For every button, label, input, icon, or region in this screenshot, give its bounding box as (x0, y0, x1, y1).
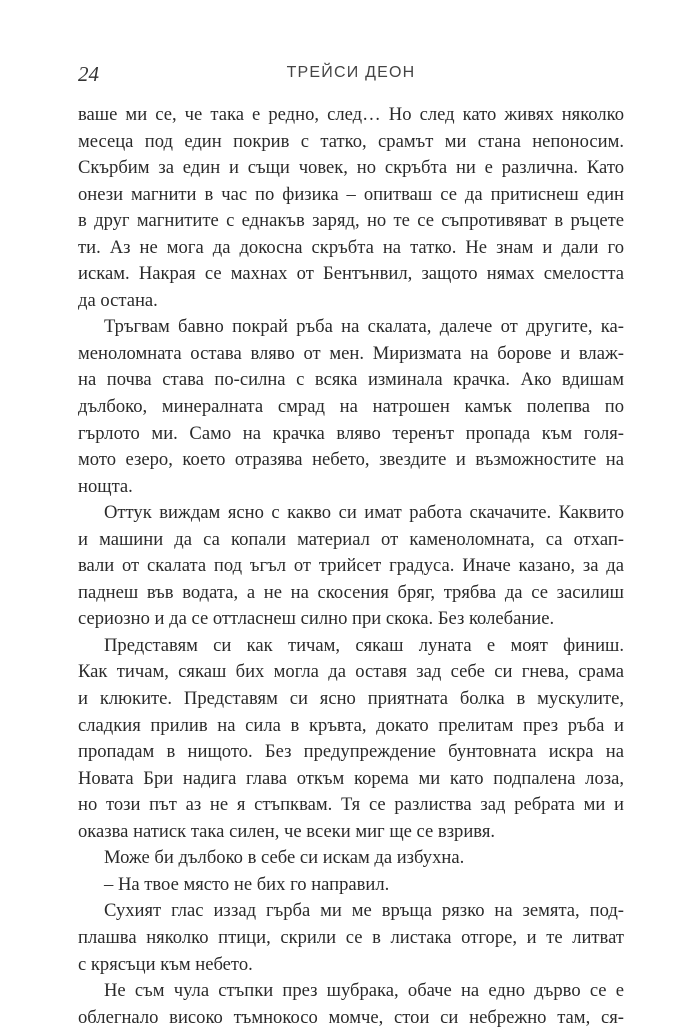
text-line: Оттук виждам ясно с какво си имат работа скачачите. Каквито (104, 502, 624, 524)
text-line: и клюките. Представям си ясно приятната болка в мускулите, (78, 688, 624, 710)
page-number: 24 (78, 62, 99, 86)
text-line: оказва натиск така силен, че всеки миг ще се взривя. (78, 820, 496, 842)
text-line: – На твое място не бих го направил. (104, 873, 390, 895)
text-line: Представям си как тичам, сякаш луната е моят финиш. (104, 634, 624, 656)
text-line: месеца под един покрив с татко, срамът ми стана непоносим. (78, 130, 624, 152)
text-line: сладкия прилив на сила в кръвта, докато прелитам през ръба и (78, 714, 624, 736)
text-line: с крясъци към небето. (78, 953, 253, 975)
text-line: на почва става по-силна с всяка изминала крачка. Ако вдишам (78, 369, 624, 391)
text-line: и машини да са копали материал от каменoломната, са отхап- (78, 528, 624, 550)
text-line: Сухият глас иззад гърба ми ме връща рязко на земята, под- (104, 900, 624, 922)
text-line: вали от скалата под ъгъл от трийсет градуса. Иначе казано, за да (78, 555, 624, 577)
running-title: ТРЕЙСИ ДЕОН (286, 64, 416, 81)
text-line: менoломната остава вляво от мен. Миризмата на борове и влаж- (78, 342, 624, 364)
text-line: сериозно и да се оттласнеш силно при скока. Без колебание. (78, 608, 555, 630)
text-line: ваше ми се, че така е редно, след… Но след като живях няколко (78, 104, 624, 125)
text-line: ти. Аз не мога да докосна скръбта на татко. Не знам и дали го (78, 236, 624, 258)
text-line: облегнало високо тъмнокосо момче, стои си небрежно там, ся- (78, 1006, 624, 1028)
text-line: дълбоко, минералната смрад на натрошен камък полепва по (78, 396, 624, 418)
running-head (78, 62, 624, 90)
text-line: мото езеро, което отразява небето, звездите и възможностите на (78, 449, 624, 471)
text-line: плашва няколко птици, скрили се в листака отгоре, и те литват (78, 926, 624, 948)
text-line: Скърбим за един и същи човек, но скръбта ни е различна. Като (78, 157, 624, 179)
text-line: Не съм чула стъпки през шубрака, обаче на едно дърво се е (104, 980, 624, 1002)
text-line: искам. Накрая се махнах от Бентънвил, защото нямах смелостта (78, 263, 624, 285)
text-line: паднеш във водата, а не на скосения бряг, трябва да се засилиш (78, 581, 624, 603)
body-text (78, 102, 624, 1031)
text-line: гърлото ми. Само на крачка вляво теренът пропада към голя- (78, 422, 624, 444)
text-line: Тръгвам бавно покрай ръба на скалата, далече от другите, ка- (104, 316, 624, 338)
text-line: нощта. (78, 475, 133, 497)
text-line: Новата Бри надига глава откъм корема ми като подпалена лоза, (78, 767, 624, 789)
text-line: но този път аз не я стъпквам. Тя се разлиства зад ребрата ми и (78, 794, 624, 816)
text-line: в друг магнитите с еднакъв заряд, но те се съпротивяват в ръцете (78, 210, 624, 232)
text-line: онези магнити в час по физика – опитваш се да притиснеш един (78, 183, 624, 205)
text-line: Може би дълбоко в себе си искам да избухна. (104, 847, 465, 869)
text-line: Как тичам, сякаш бих могла да оставя зад себе си гнева, срама (78, 661, 624, 683)
text-line: да остана. (78, 289, 158, 311)
text-line: пропадам в нищото. Без предупреждение бунтовната искра на (78, 741, 624, 763)
